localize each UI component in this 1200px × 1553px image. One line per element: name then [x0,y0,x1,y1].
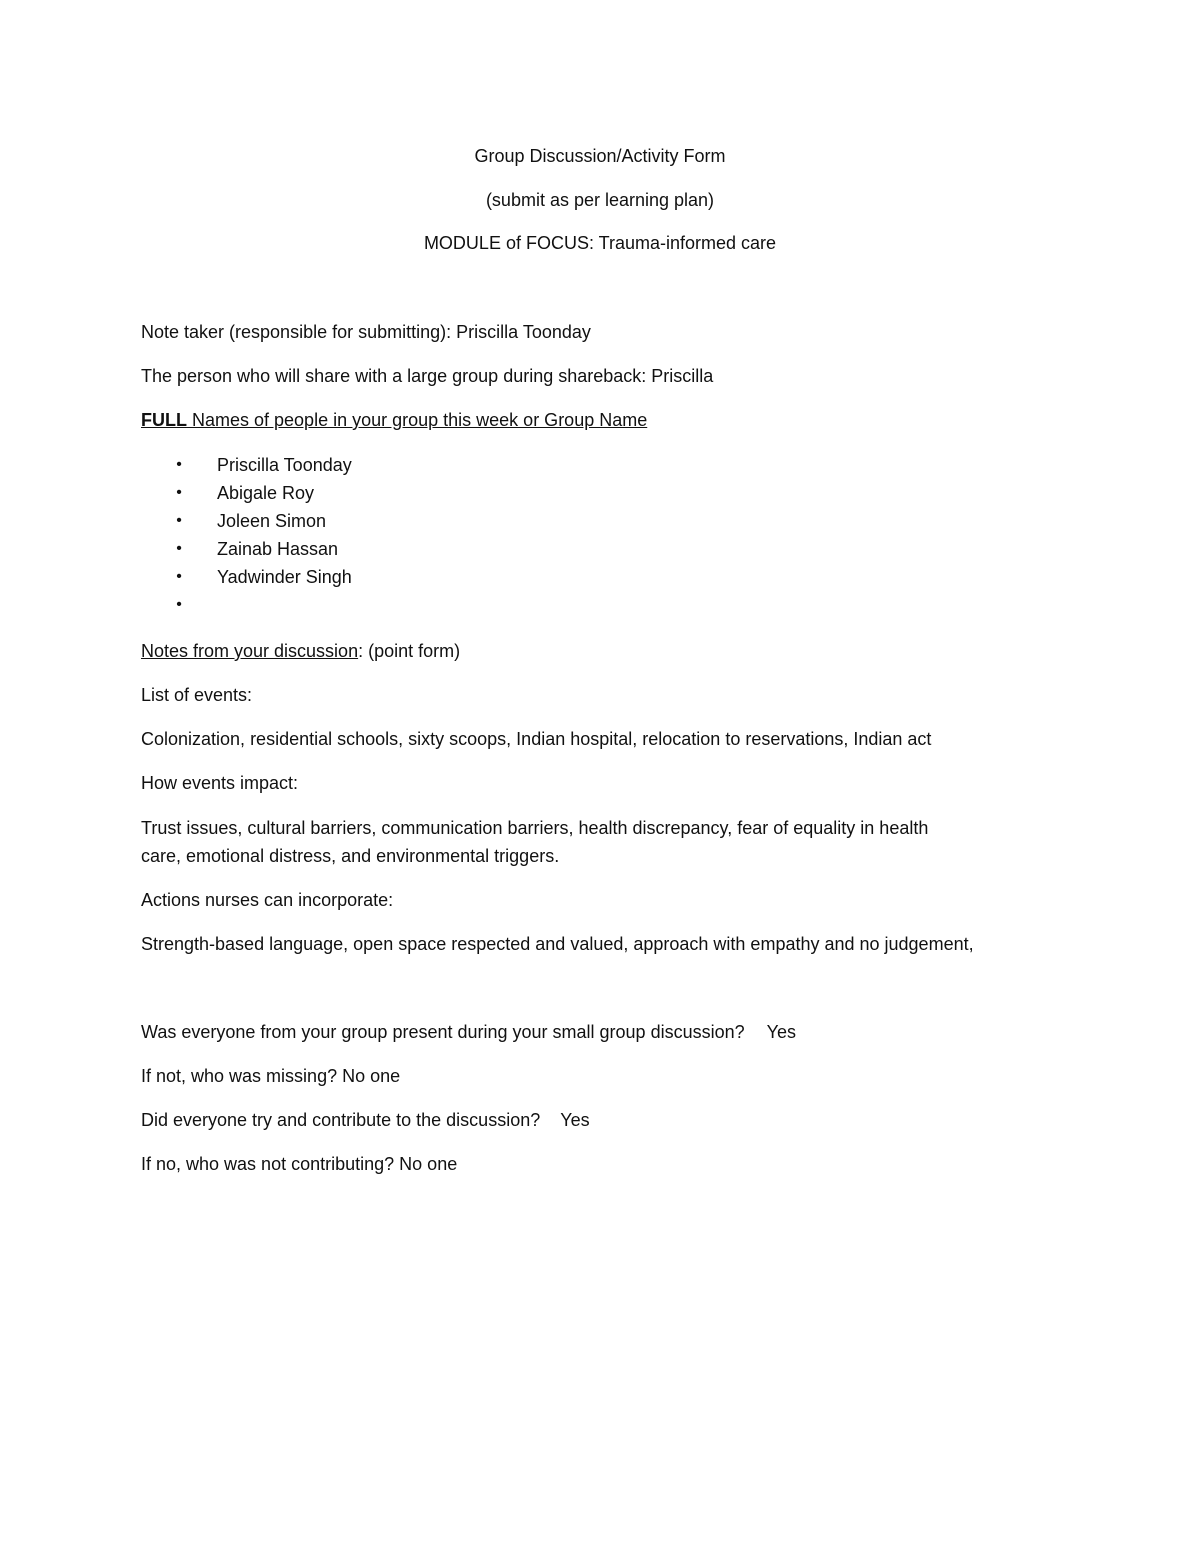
form-title-text: Group Discussion/Activity Form [474,146,726,166]
bullet-icon: • [176,596,182,613]
bullet-icon: • [176,456,182,473]
group-names-heading-text: Names of people in your group this week or Group Name [192,410,648,430]
present-answer: Yes [766,1022,796,1042]
notes-heading-underlined: Notes from your discussion [141,641,359,661]
bullet-icon: • [176,540,182,557]
note-taker-value: Priscilla Toonday [456,322,591,342]
impact-text-line-1: Trust issues, cultural barriers, communication barriers, health discrepancy, fear of equality in health [141,818,929,838]
group-names-heading-bold: FULL [141,410,187,430]
member-name: Abigale Roy [217,483,315,503]
bullet-icon: • [176,512,182,529]
module-focus [0,232,1200,254]
notes-heading [141,640,460,662]
notes-heading-rest: : (point form) [358,641,461,661]
member-name: Yadwinder Singh [217,567,352,587]
missing-line [141,1065,400,1087]
not-contributing-question: If no, who was not contributing? [141,1154,395,1174]
sharer-label: The person who will share with a large group during shareback: [141,366,647,386]
module-focus-value: Trauma-informed care [598,233,777,253]
present-line [141,1021,796,1043]
form-subtitle-text: (submit as per learning plan) [485,190,715,210]
not-contributing-answer: No one [399,1154,458,1174]
events-text: Colonization, residential schools, sixty scoops, Indian hospital, relocation to reservations, Indian act [141,729,932,749]
actions-label: Actions nurses can incorporate: [141,890,394,910]
bullet-icon: • [176,484,182,501]
missing-question: If not, who was missing? [141,1066,338,1086]
form-title [0,145,1200,167]
contribute-question: Did everyone try and contribute to the discussion? [141,1110,541,1130]
sharer-value: Priscilla [651,366,714,386]
contribute-line [141,1109,590,1131]
note-taker-label: Note taker (responsible for submitting): [141,322,452,342]
member-name: Zainab Hassan [217,539,339,559]
module-focus-label: MODULE of FOCUS: [423,233,594,253]
group-names-heading [141,409,647,431]
member-name: Joleen Simon [217,511,327,531]
form-subtitle [0,189,1200,211]
not-contributing-line [141,1153,457,1175]
contribute-answer: Yes [560,1110,590,1130]
events-label: List of events: [141,685,253,705]
impact-text-line-2: care, emotional distress, and environmental triggers. [141,846,560,866]
note-taker-line [141,321,591,343]
missing-answer: No one [342,1066,401,1086]
actions-text: Strength-based language, open space respected and valued, approach with empathy and no judgement, [141,934,974,954]
bullet-icon: • [176,568,182,585]
present-question: Was everyone from your group present during your small group discussion? [141,1022,745,1042]
member-name: Priscilla Toonday [217,455,352,475]
sharer-line [141,365,713,387]
impact-label: How events impact: [141,773,299,793]
